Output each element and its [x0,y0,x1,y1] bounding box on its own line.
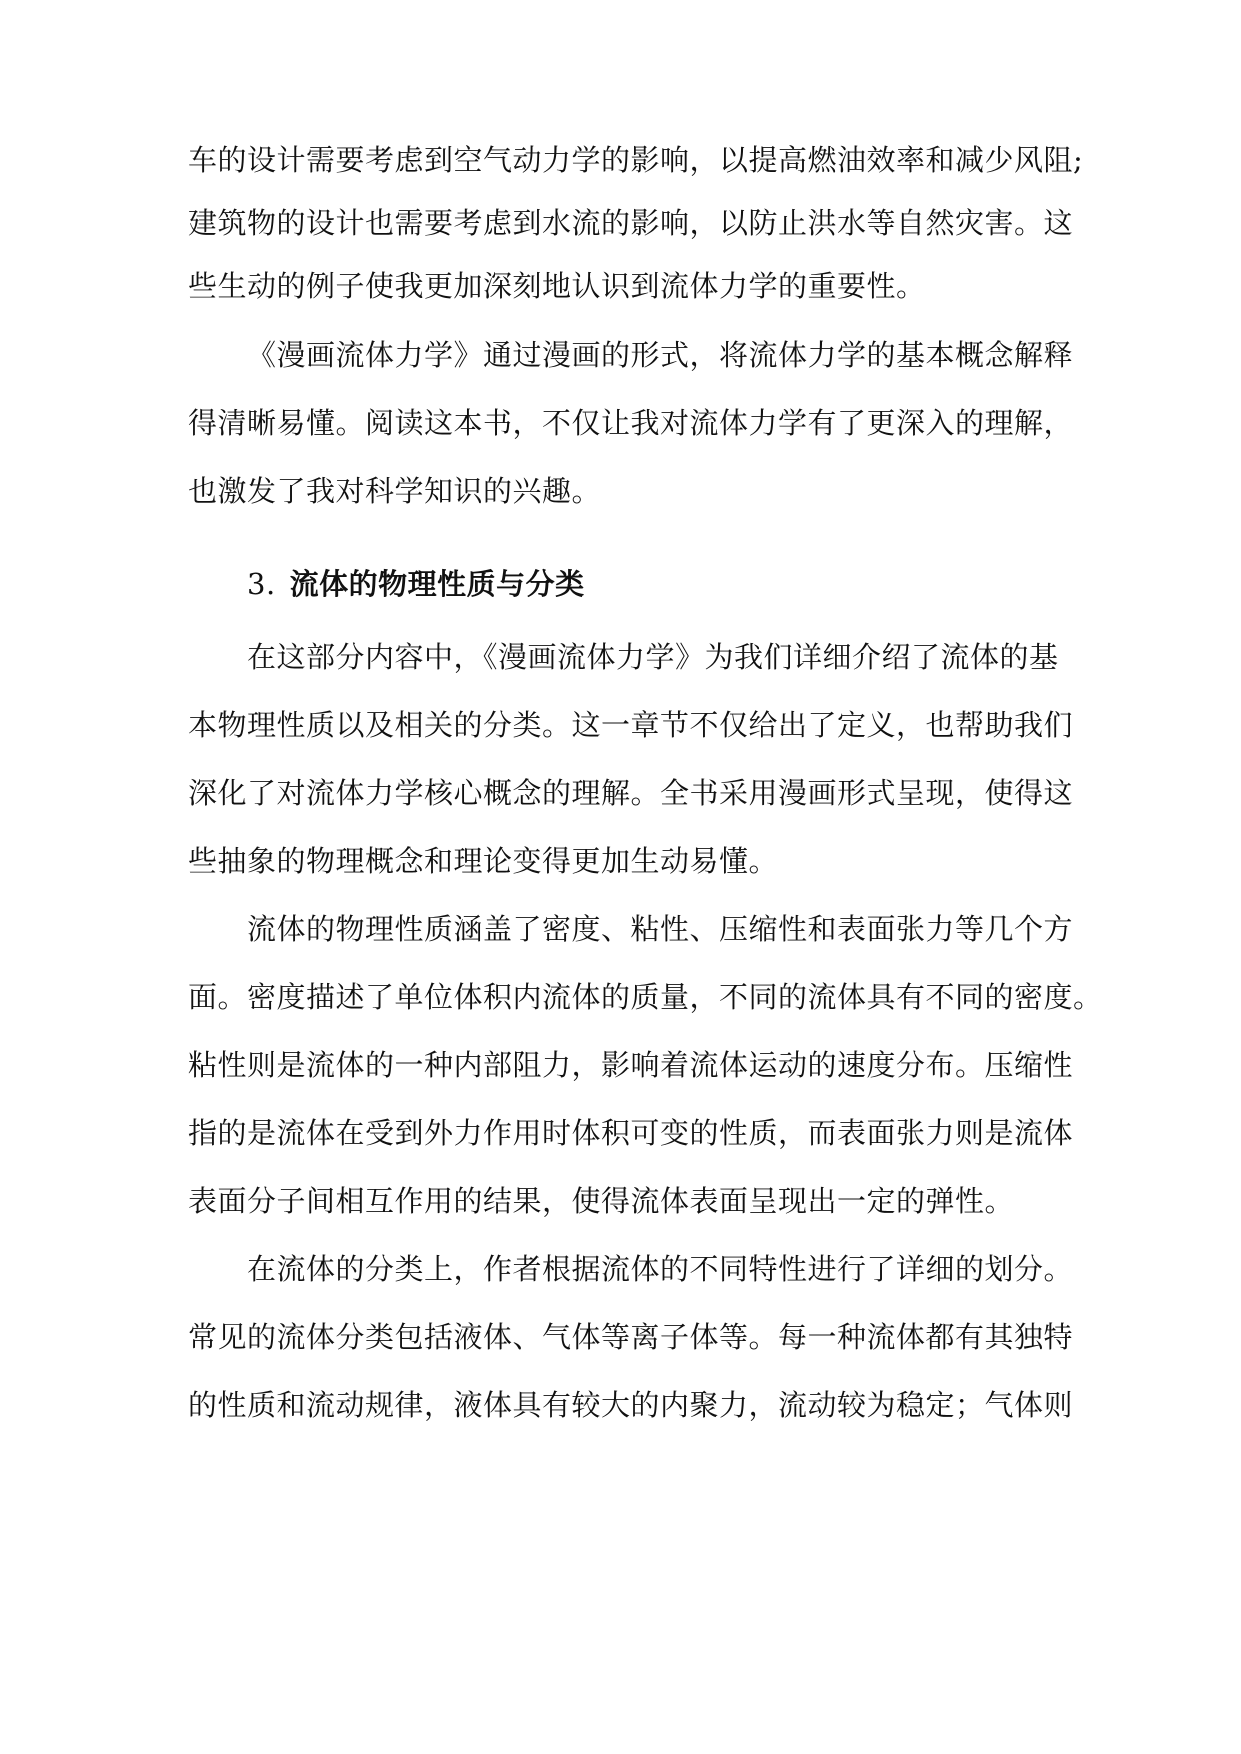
text-line: 车的设计需要考虑到空气动力学的影响，以提高燃油效率和减少风阻; [188,143,1084,177]
text-line: 指的是流体在受到外力作用时体积可变的性质，而表面张力则是流体 [188,1116,1074,1150]
section-heading [247,564,585,604]
text-line: 建筑物的设计也需要考虑到水流的影响，以防止洪水等自然灾害。这 [188,206,1074,240]
text-line: 也激发了我对科学知识的兴趣。 [188,474,602,508]
text-line: 些抽象的物理概念和理论变得更加生动易懂。 [188,844,779,878]
text-line: 在流体的分类上，作者根据流体的不同特性进行了详细的划分。 [247,1252,1074,1286]
text-line: 表面分子间相互作用的结果，使得流体表面呈现出一定的弹性。 [188,1184,1015,1218]
text-line: 面。密度描述了单位体积内流体的质量，不同的流体具有不同的密度。 [188,980,1103,1014]
text-line: 些生动的例子使我更加深刻地认识到流体力学的重要性。 [188,269,926,303]
text-line: 粘性则是流体的一种内部阻力，影响着流体运动的速度分布。压缩性 [188,1048,1074,1082]
text-line: 在这部分内容中，《漫画流体力学》为我们详细介绍了流体的基 [247,640,1059,674]
section-number: 3. [247,567,276,601]
section-title: 流体的物理性质与分类 [289,567,585,601]
text-line: 《漫画流体力学》通过漫画的形式，将流体力学的基本概念解释 [247,338,1074,372]
text-line: 深化了对流体力学核心概念的理解。全书采用漫画形式呈现，使得这 [188,776,1074,810]
text-line: 本物理性质以及相关的分类。这一章节不仅给出了定义，也帮助我们 [188,708,1074,742]
text-line: 流体的物理性质涵盖了密度、粘性、压缩性和表面张力等几个方 [247,912,1074,946]
text-line: 的性质和流动规律，液体具有较大的内聚力，流动较为稳定；气体则 [188,1388,1074,1422]
text-line: 常见的流体分类包括液体、气体等离子体等。每一种流体都有其独特 [188,1320,1074,1354]
text-line: 得清晰易懂。阅读这本书，不仅让我对流体力学有了更深入的理解， [188,406,1074,440]
